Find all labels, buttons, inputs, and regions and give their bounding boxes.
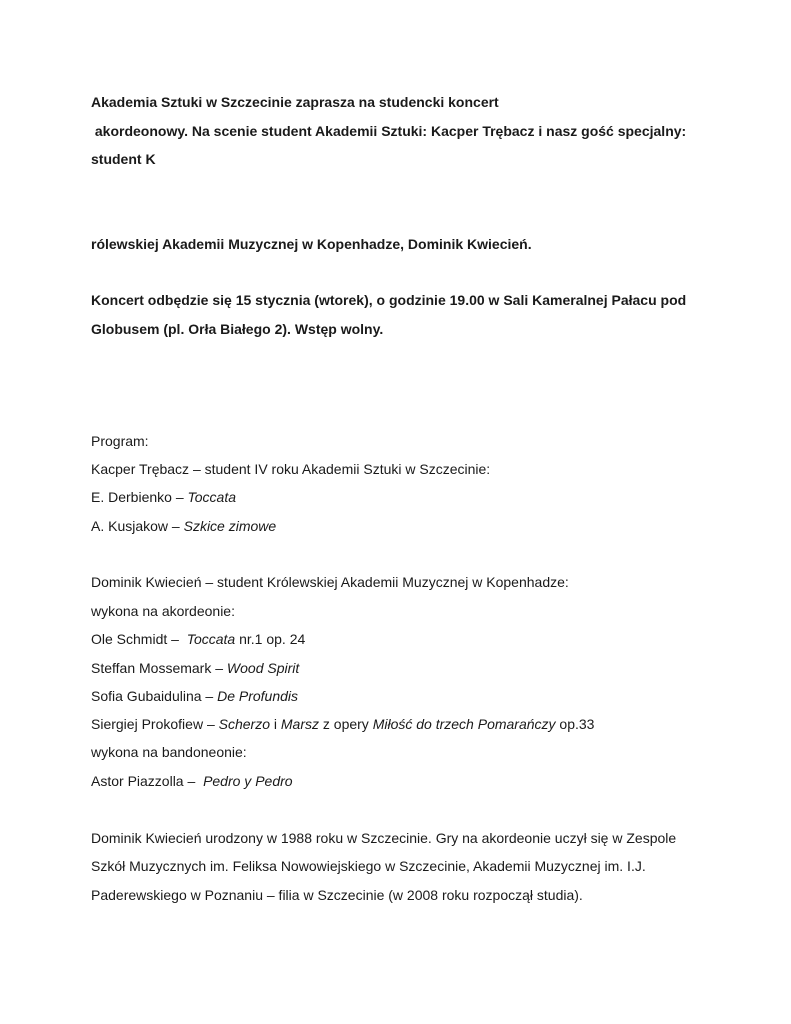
work-title: Wood Spirit [226,660,300,676]
intro-line-2: akordeonowy. Na scenie student Akademii Sztuki: Kacper Trębacz i nasz gość specjalny: [91,123,687,139]
program-item [91,715,594,733]
intro-line-1: Akademia Sztuki w Szczecinie zaprasza na studencki koncert [91,94,499,110]
work-title: Scherzo [218,716,270,732]
composer: Sofia Gubaidulina – [91,688,218,704]
intro-line-3: student K [91,151,156,167]
work-title: Szkice zimowe [183,518,277,534]
bio-line-2: Szkół Muzycznych im. Feliksa Nowowiejskiego w Szczecinie, Akademii Muzycznej im. I.J. [91,858,646,874]
program-item [91,687,298,705]
program-heading: Program: [91,433,149,449]
work-title: Toccata [187,489,237,505]
work-title: De Profundis [217,688,299,704]
concert-line-1: Koncert odbędzie się 15 stycznia (wtorek), o godzinie 19.00 w Sali Kameralnej Pałacu pod [91,292,687,308]
program-item [91,517,276,535]
intro-line-4: rólewskiej Akademii Muzycznej w Kopenhadze, Dominik Kwiecień. [91,236,532,252]
program-item [91,659,299,677]
work-suffix: nr.1 op. 24 [235,631,306,647]
composer: Astor Piazzolla – [91,773,204,789]
concert-line-2: Globusem (pl. Orła Białego 2). Wstęp wolny. [91,321,384,337]
work-suffix: op.33 [555,716,595,732]
conjunction: i [269,716,281,732]
program-item [91,630,305,648]
performer-1: Kacper Trębacz – student IV roku Akademii Sztuki w Szczecinie: [91,461,491,477]
program-item [91,772,293,790]
work-title: Marsz [280,716,319,732]
opera-title: Miłość do trzech Pomarańczy [372,716,556,732]
composer: Ole Schmidt – [91,631,187,647]
composer: E. Derbienko – [91,489,188,505]
accordion-label: wykona na akordeonie: [91,603,235,619]
composer: Siergiej Prokofiew – [91,716,219,732]
bandoneon-label: wykona na bandoneonie: [91,744,247,760]
work-title: Pedro y Pedro [203,773,293,789]
composer: Steffan Mossemark – [91,660,227,676]
bio-line-1: Dominik Kwiecień urodzony w 1988 roku w Szczecinie. Gry na akordeonie uczył się w Zespole [91,830,677,846]
work-title: Toccata [186,631,236,647]
connector: z opery [319,716,373,732]
composer: A. Kusjakow – [91,518,184,534]
bio-line-3: Paderewskiego w Poznaniu – filia w Szczecinie (w 2008 roku rozpoczął studia). [91,887,583,903]
program-item [91,488,236,506]
performer-2: Dominik Kwiecień – student Królewskiej Akademii Muzycznej w Kopenhadze: [91,574,569,590]
